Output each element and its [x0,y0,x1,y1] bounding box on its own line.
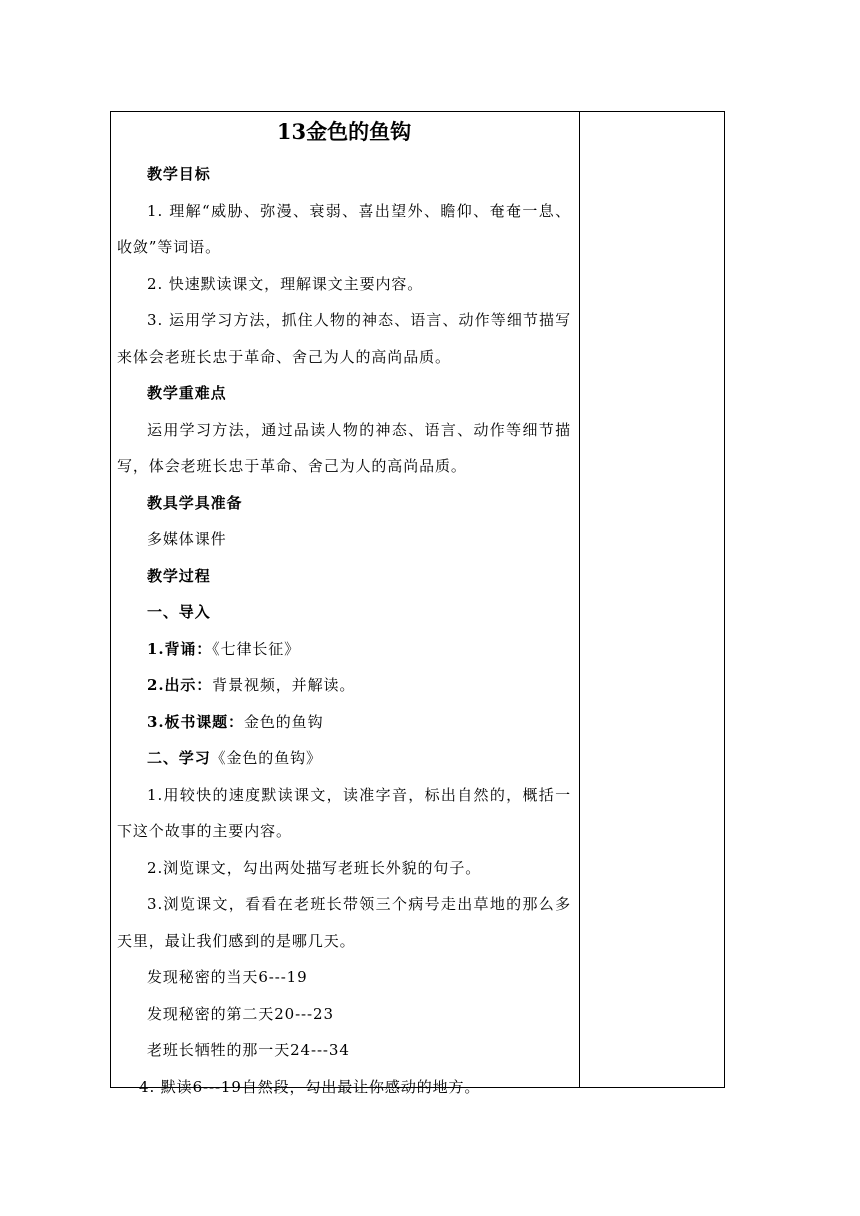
study-item-2: 2.浏览课文，勾出两处描写老班长外貌的句子。 [147,858,482,877]
part1-heading: 一、导入 [147,603,211,621]
part2-label: 二、学习 [147,749,211,767]
goal-item-3: 3. 运用学习方法，抓住人物的神态、语言、动作等细节描写来体会老班长忠于革命、舍己为人的高尚品质。 [117,311,571,366]
step-1-text: 《七律长征》 [212,639,301,658]
day-label-3: 老班长牺牲的那一天 [147,1041,291,1059]
step-2 [117,667,571,704]
study-item-4: 4. 默读6---19自然段，勾出最让你感动的地方。 [139,1077,481,1096]
process-heading: 教学过程 [147,566,211,585]
day-range-2: 20---23 [274,1004,334,1023]
key-points-text: 运用学习方法，通过品读人物的神态、语言、动作等细节描写，体会老班长忠于革命、舍己为人的高尚品质。 [117,420,571,475]
day-row-1 [117,959,571,996]
lesson-title: 13金色的鱼钩 [276,119,412,144]
step-3-label: 3.板书课题： [147,712,244,731]
day-row-2 [117,996,571,1033]
step-3 [117,704,571,741]
day-row-3 [117,1032,571,1069]
step-3-text: 金色的鱼钩 [243,712,324,731]
day-label-1: 发现秘密的当天 [147,968,259,986]
step-2-label: 2.出示： [147,676,213,694]
day-range-3: 24---34 [290,1041,350,1059]
step-1 [117,631,571,668]
day-label-2: 发现秘密的第二天 [147,1004,275,1023]
lesson-content-cell [111,112,579,1096]
study-item-3: 3.浏览课文，看看在老班长带领三个病号走出草地的那么多天里，最让我们感到的是哪几天。 [117,895,571,950]
notes-column-cell [580,112,724,1087]
step-2-text: 背景视频，并解读。 [212,676,356,694]
step-1-label: 1.背诵： [147,639,213,658]
study-item-1: 1.用较快的速度默读课文，读准字音，标出自然的，概括一下这个故事的主要内容。 [117,785,571,840]
key-points-heading: 教学重难点 [147,384,227,402]
day-range-1: 6---19 [258,968,308,986]
part2-heading [117,740,571,777]
goal-item-1: 1. 理解“威胁、弥漫、衰弱、喜出望外、瞻仰、奄奄一息、收敛”等词语。 [117,201,571,256]
lesson-plan-table [110,111,725,1096]
materials-heading: 教具学具准备 [147,493,243,512]
part2-text: 《金色的鱼钩》 [210,749,322,767]
goal-item-2: 2. 快速默读课文，理解课文主要内容。 [147,274,424,293]
materials-text: 多媒体课件 [147,530,227,548]
goals-heading: 教学目标 [147,165,211,183]
